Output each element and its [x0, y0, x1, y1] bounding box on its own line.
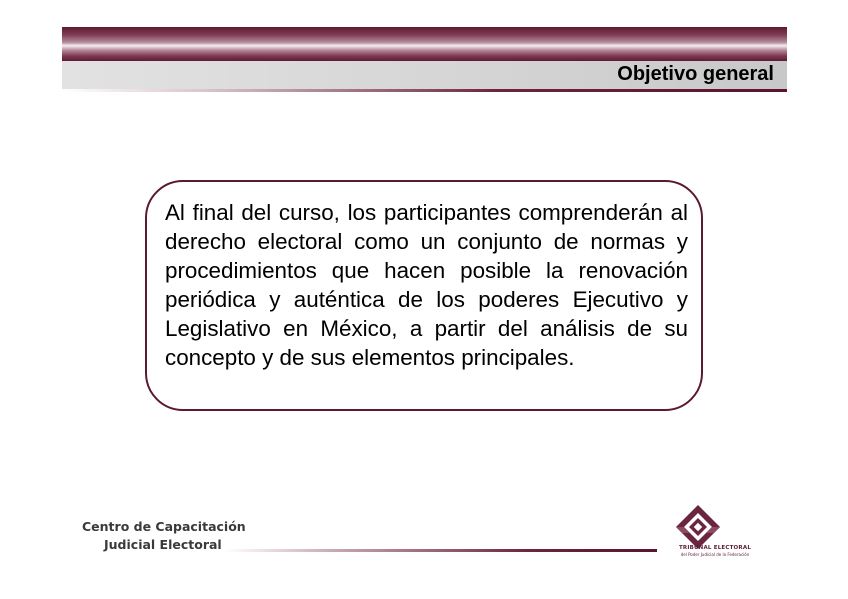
footer-rule — [225, 549, 657, 552]
footer-institution-line1: Centro de Capacitación — [82, 519, 246, 534]
header-band — [62, 27, 787, 61]
logo-subcaption: del Poder Judicial de la Federación — [680, 552, 750, 557]
objective-text: Al final del curso, los participantes comprenderán al derecho electoral como un conjunto de normas y procedimientos que hacen posible la renovación periódica y auténtica de los poderes Ejecutivo y Legislativo en México, a partir del análisis de su concepto y de sus elementos principales. — [165, 200, 688, 370]
header-rule — [62, 89, 787, 92]
page-title: Objetivo general — [617, 63, 774, 85]
logo-caption: TRIBUNAL ELECTORAL — [678, 545, 752, 551]
footer-institution-line2: Judicial Electoral — [104, 537, 222, 552]
